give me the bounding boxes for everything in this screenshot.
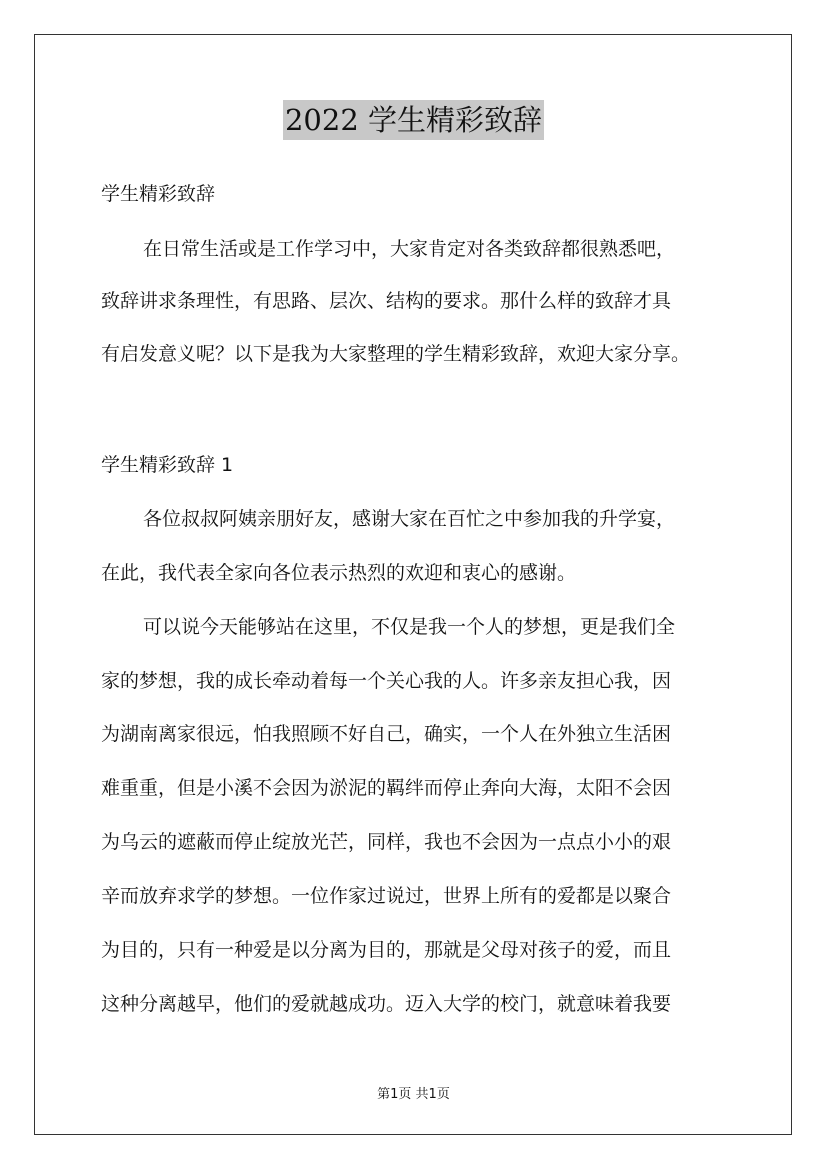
- paragraph-line: 可以说今天能够站在这里，不仅是我一个人的梦想，更是我们全: [143, 616, 676, 638]
- paragraph-line: 在此，我代表全家向各位表示热烈的欢迎和衷心的感谢。: [101, 562, 577, 584]
- document-title: 2022 学生精彩致辞: [283, 100, 544, 140]
- section-heading: 学生精彩致辞 1: [101, 454, 234, 476]
- paragraph-line: 在日常生活或是工作学习中，大家肯定对各类致辞都很熟悉吧，: [143, 238, 676, 260]
- page-number: 第1页 共1页: [377, 1087, 450, 1102]
- paragraph-line: 为乌云的遮蔽而停止绽放光芒，同样，我也不会因为一点点小小的艰: [101, 831, 672, 853]
- paragraph-line: 各位叔叔阿姨亲朋好友，感谢大家在百忙之中参加我的升学宴，: [143, 508, 676, 530]
- paragraph-line: 这种分离越早，他们的爱就越成功。迈入大学的校门，就意味着我要: [101, 993, 672, 1015]
- paragraph-line: 有启发意义呢？以下是我为大家整理的学生精彩致辞，欢迎大家分享。: [101, 343, 691, 365]
- section-heading: 学生精彩致辞: [101, 183, 216, 205]
- paragraph-line: 为湖南离家很远，怕我照顾不好自己，确实，一个人在外独立生活困: [101, 723, 672, 745]
- paragraph-line: 为目的，只有一种爱是以分离为目的，那就是父母对孩子的爱，而且: [101, 939, 672, 961]
- paragraph-line: 难重重，但是小溪不会因为淤泥的羁绊而停止奔向大海，太阳不会因: [101, 777, 672, 799]
- paragraph-line: 辛而放弃求学的梦想。一位作家过说过，世界上所有的爱都是以聚合: [101, 885, 672, 907]
- paragraph-line: 家的梦想，我的成长牵动着每一个关心我的人。许多亲友担心我，因: [101, 670, 672, 692]
- title-container: [0, 100, 827, 140]
- paragraph-line: 致辞讲求条理性，有思路、层次、结构的要求。那什么样的致辞才具: [101, 290, 672, 312]
